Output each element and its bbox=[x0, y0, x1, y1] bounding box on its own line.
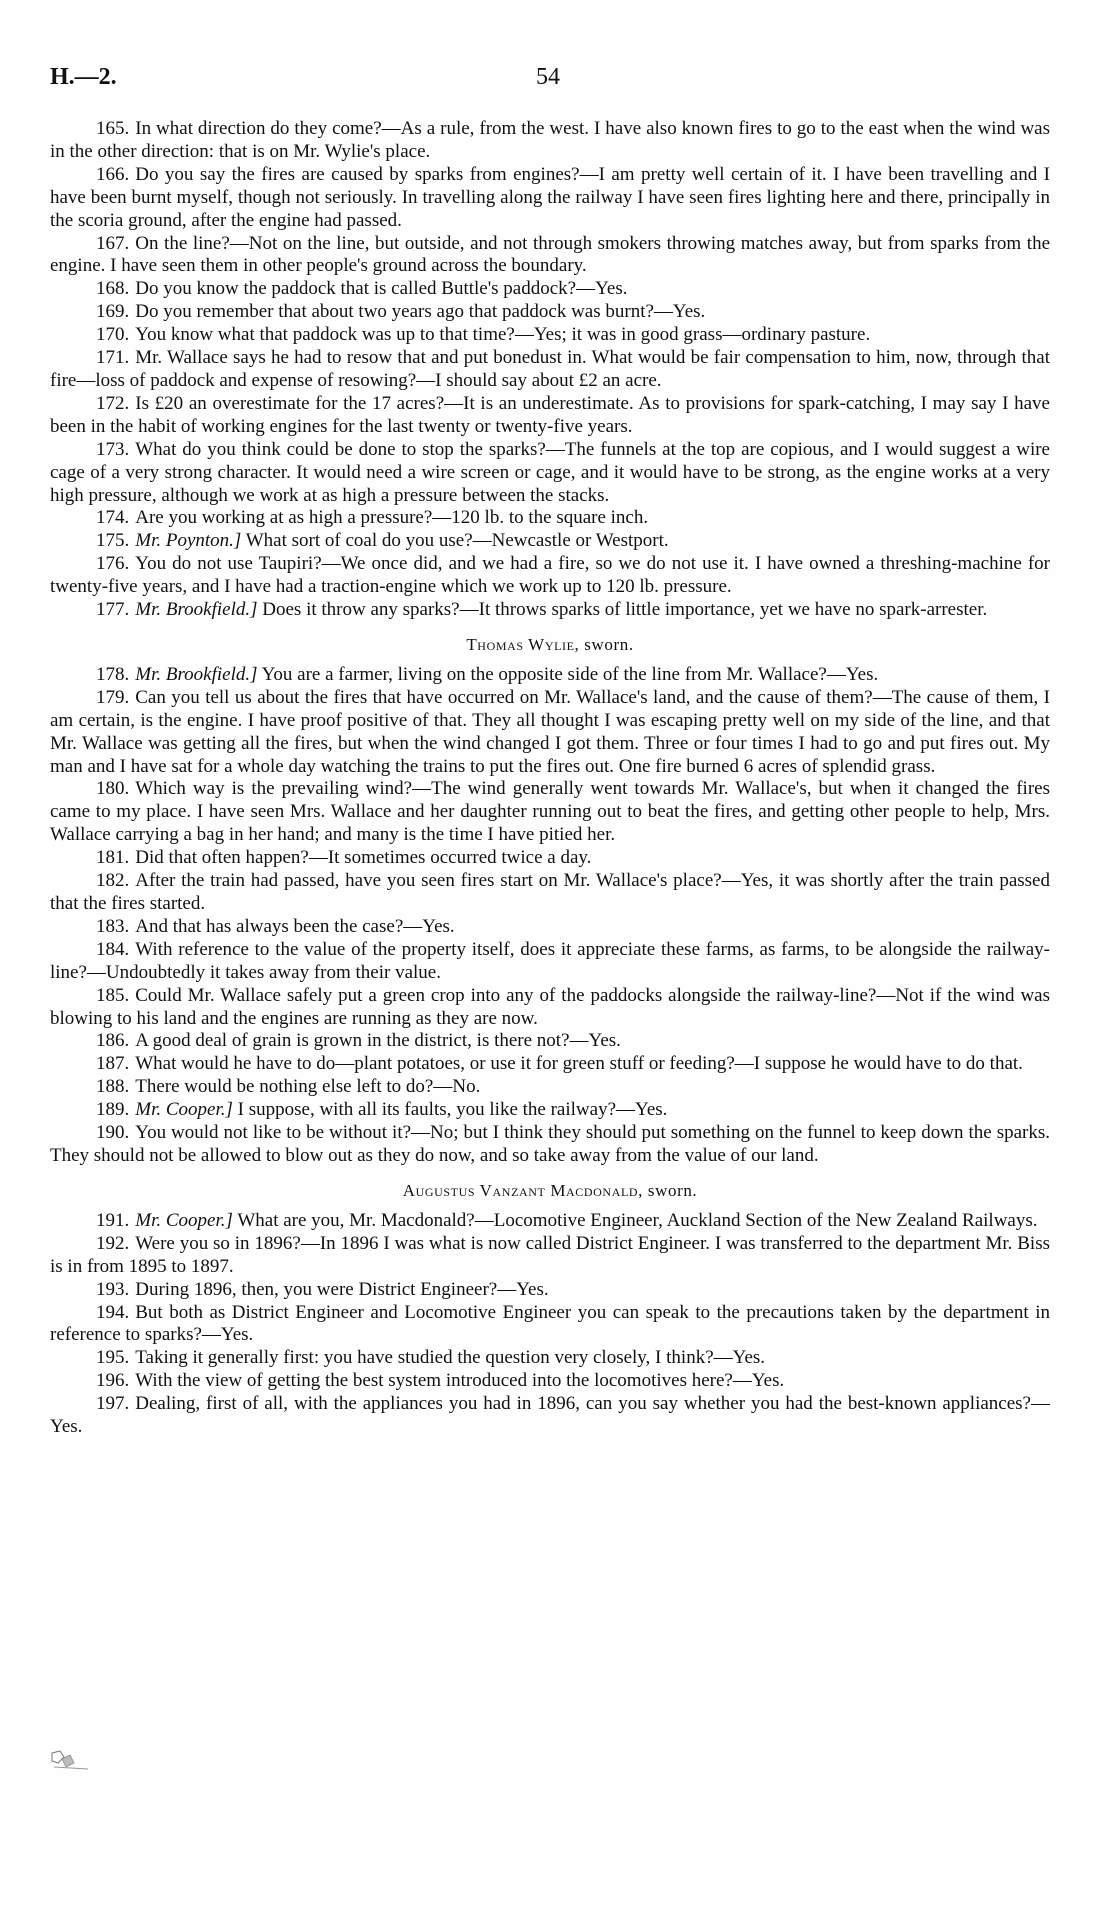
speaker-name: Mr. Cooper.] bbox=[135, 1209, 233, 1231]
testimony-body bbox=[50, 118, 1050, 1439]
question-number: 193. bbox=[96, 1278, 130, 1300]
question-answer-text: Which way is the prevailing wind?—The wind generally went towards Mr. Wallace's, but when it changed the fires came to my place. I have seen Mrs. Wallace and her daughter running out to beat the fires, and getting other people to help, Mrs. Wallace carrying a bag in her hand; and many is the time I have pitied her. bbox=[50, 778, 1050, 846]
question-paragraph bbox=[50, 1347, 1050, 1370]
question-paragraph bbox=[50, 118, 1050, 164]
question-paragraph bbox=[50, 1279, 1050, 1302]
witness-name: Augustus Vanzant Macdonald, bbox=[402, 1180, 644, 1200]
question-answer-text: A good deal of grain is grown in the district, is there not?—Yes. bbox=[135, 1030, 621, 1052]
question-answer-text: What sort of coal do you use?—Newcastle or Westport. bbox=[245, 530, 669, 552]
question-answer-text: Were you so in 1896?—In 1896 I was what is now called District Engineer. I was transferred to the department Mr. Biss is in from 1895 to 1897. bbox=[50, 1232, 1050, 1277]
question-number: 169. bbox=[96, 301, 130, 323]
question-answer-text: Do you say the fires are caused by sparks from engines?—I am pretty well certain of it. I have been travelling and I have been burnt myself, though not seriously. In travelling along the railway I have seen fires lighting here and there, principally in the scoria ground, after the engine had passed. bbox=[50, 163, 1050, 231]
question-number: 192. bbox=[96, 1232, 130, 1254]
question-paragraph bbox=[50, 664, 1050, 687]
question-answer-text: You know what that paddock was up to that time?—Yes; it was in good grass—ordinary pasture. bbox=[135, 324, 871, 346]
question-paragraph bbox=[50, 1076, 1050, 1099]
question-paragraph bbox=[50, 1210, 1050, 1233]
sworn-label: sworn. bbox=[647, 1180, 698, 1200]
question-number: 188. bbox=[96, 1076, 130, 1098]
question-answer-text: I suppose, with all its faults, you like the railway?—Yes. bbox=[237, 1099, 668, 1121]
question-answer-text: And that has always been the case?—Yes. bbox=[135, 915, 455, 937]
question-number: 165. bbox=[96, 118, 130, 139]
question-answer-text: With the view of getting the best system introduced into the locomotives here?—Yes. bbox=[135, 1370, 785, 1392]
question-paragraph bbox=[50, 985, 1050, 1031]
margin-smudge-mark bbox=[48, 1745, 92, 1775]
question-number: 187. bbox=[96, 1053, 130, 1075]
question-paragraph bbox=[50, 1233, 1050, 1279]
question-paragraph bbox=[50, 393, 1050, 439]
question-number: 176. bbox=[96, 553, 130, 575]
question-answer-text: What would he have to do—plant potatoes, or use it for green stuff or feeding?—I suppose he would have to do that. bbox=[135, 1053, 1023, 1075]
question-paragraph bbox=[50, 301, 1050, 324]
question-answer-text: With reference to the value of the property itself, does it appreciate these farms, as farms, to be alongside the railway-line?—Undoubtedly it takes away from their value. bbox=[50, 938, 1050, 983]
question-number: 183. bbox=[96, 915, 130, 937]
witness-heading bbox=[50, 634, 1050, 656]
question-paragraph bbox=[50, 507, 1050, 530]
witness-heading bbox=[50, 1180, 1050, 1202]
question-paragraph bbox=[50, 1099, 1050, 1122]
question-paragraph bbox=[50, 1122, 1050, 1168]
question-number: 172. bbox=[96, 392, 130, 414]
question-answer-text: Do you remember that about two years ago that paddock was burnt?—Yes. bbox=[135, 301, 706, 323]
question-number: 190. bbox=[96, 1122, 130, 1144]
question-number: 185. bbox=[96, 984, 130, 1006]
question-paragraph bbox=[50, 233, 1050, 279]
question-answer-text: You would not like to be without it?—No; but I think they should put something on the funnel to keep down the sparks. They should not be allowed to blow out as they do now, and so take away from the value of our land. bbox=[50, 1122, 1050, 1166]
speaker-name: Mr. Poynton.] bbox=[135, 530, 242, 552]
question-number: 184. bbox=[96, 938, 130, 960]
question-paragraph bbox=[50, 599, 1050, 622]
question-answer-text: On the line?—Not on the line, but outside, and not through smokers throwing matches away, but from sparks from the engine. I have seen them in other people's ground across the boundary. bbox=[50, 232, 1050, 277]
question-answer-text: Is £20 an overestimate for the 17 acres?—It is an underestimate. As to provisions for spark-catching, I may say I have been in the habit of working engines for the last twenty or twenty-five years. bbox=[50, 392, 1050, 437]
question-answer-text: What are you, Mr. Macdonald?—Locomotive Engineer, Auckland Section of the New Zealand Railways. bbox=[237, 1209, 1038, 1231]
page-header bbox=[50, 64, 1050, 98]
question-number: 182. bbox=[96, 870, 130, 892]
question-answer-text: In what direction do they come?—As a rule, from the west. I have also known fires to go to the east when the wind was in the other direction: that is on Mr. Wylie's place. bbox=[50, 118, 1050, 162]
question-number: 173. bbox=[96, 438, 130, 460]
question-answer-text: But both as District Engineer and Locomotive Engineer you can speak to the precautions taken by the department in reference to sparks?—Yes. bbox=[50, 1301, 1050, 1346]
question-number: 189. bbox=[96, 1099, 130, 1121]
question-paragraph bbox=[50, 1030, 1050, 1053]
question-paragraph bbox=[50, 847, 1050, 870]
question-answer-text: Can you tell us about the fires that have occurred on Mr. Wallace's land, and the cause of them?—The cause of them, I am certain, is the engine. I have proof positive of that. They all thought I was escaping pretty well on my side of the line, and that Mr. Wallace was getting all the fires, but when the wind changed I got them. Three or four times I had to go and put fires out. My man and I have sat for a whole day watching the trains to put the fires out. One fire burned 6 acres of splendid grass. bbox=[50, 686, 1050, 777]
question-number: 170. bbox=[96, 324, 130, 346]
question-number: 180. bbox=[96, 778, 130, 800]
question-paragraph bbox=[50, 1302, 1050, 1348]
parliamentary-paper-reference: H.—2. bbox=[50, 64, 117, 90]
question-number: 174. bbox=[96, 507, 130, 529]
question-paragraph bbox=[50, 439, 1050, 508]
question-paragraph bbox=[50, 347, 1050, 393]
question-answer-text: You are a farmer, living on the opposite side of the line from Mr. Wallace?—Yes. bbox=[261, 663, 879, 685]
question-number: 181. bbox=[96, 847, 130, 869]
question-paragraph bbox=[50, 530, 1050, 553]
sworn-label: sworn. bbox=[584, 634, 634, 654]
question-number: 194. bbox=[96, 1301, 130, 1323]
question-answer-text: Do you know the paddock that is called Buttle's paddock?—Yes. bbox=[135, 278, 628, 300]
question-paragraph bbox=[50, 553, 1050, 599]
question-paragraph bbox=[50, 324, 1050, 347]
question-paragraph bbox=[50, 278, 1050, 301]
question-paragraph bbox=[50, 1393, 1050, 1439]
page-number: 54 bbox=[536, 64, 560, 90]
question-answer-text: During 1896, then, you were District Engineer?—Yes. bbox=[135, 1278, 549, 1300]
question-answer-text: Could Mr. Wallace safely put a green crop into any of the paddocks alongside the railway-line?—Not if the wind was blowing to his land and the engines are running as they are now. bbox=[50, 984, 1050, 1029]
question-number: 166. bbox=[96, 163, 130, 185]
question-paragraph bbox=[50, 1053, 1050, 1076]
question-paragraph bbox=[50, 916, 1050, 939]
question-number: 171. bbox=[96, 347, 130, 369]
question-answer-text: There would be nothing else left to do?—No. bbox=[135, 1076, 481, 1098]
speaker-name: Mr. Cooper.] bbox=[135, 1099, 233, 1121]
question-paragraph bbox=[50, 939, 1050, 985]
question-paragraph bbox=[50, 870, 1050, 916]
question-paragraph bbox=[50, 687, 1050, 779]
speaker-name: Mr. Brookfield.] bbox=[135, 599, 258, 621]
speaker-name: Mr. Brookfield.] bbox=[135, 663, 258, 685]
question-answer-text: Are you working at as high a pressure?—120 lb. to the square inch. bbox=[135, 507, 649, 529]
question-answer-text: Taking it generally first: you have studied the question very closely, I think?—Yes. bbox=[135, 1347, 766, 1369]
question-number: 175. bbox=[96, 530, 130, 552]
question-number: 179. bbox=[96, 686, 130, 708]
question-answer-text: Did that often happen?—It sometimes occurred twice a day. bbox=[135, 847, 592, 869]
question-paragraph bbox=[50, 1370, 1050, 1393]
question-number: 178. bbox=[96, 663, 130, 685]
question-number: 177. bbox=[96, 599, 130, 621]
question-number: 168. bbox=[96, 278, 130, 300]
question-number: 167. bbox=[96, 232, 130, 254]
question-answer-text: Does it throw any sparks?—It throws sparks of little importance, yet we have no spark-arrester. bbox=[262, 599, 988, 621]
question-number: 196. bbox=[96, 1370, 130, 1392]
question-answer-text: Mr. Wallace says he had to resow that and put bonedust in. What would be fair compensation to him, now, through that fire—loss of paddock and expense of resowing?—I should say about £2 an acre. bbox=[50, 347, 1050, 391]
question-paragraph bbox=[50, 778, 1050, 847]
question-number: 197. bbox=[96, 1393, 130, 1415]
question-number: 195. bbox=[96, 1347, 130, 1369]
question-number: 191. bbox=[96, 1209, 130, 1231]
question-answer-text: Dealing, first of all, with the appliances you had in 1896, can you say whether you had the best-known appliances?—Yes. bbox=[50, 1393, 1050, 1438]
question-answer-text: What do you think could be done to stop the sparks?—The funnels at the top are copious, and I would suggest a wire cage of a very strong character. It would need a wire screen or cage, and it would have to be strong, as the engine works at a very high pressure, although we work at as high a pressure between the stacks. bbox=[50, 438, 1050, 506]
question-number: 186. bbox=[96, 1030, 130, 1052]
question-answer-text: After the train had passed, have you seen fires start on Mr. Wallace's place?—Yes, it was shortly after the train passed that the fires started. bbox=[50, 870, 1050, 914]
witness-name: Thomas Wylie, bbox=[466, 634, 580, 654]
question-paragraph bbox=[50, 164, 1050, 233]
question-answer-text: You do not use Taupiri?—We once did, and we had a fire, so we do not use it. I have owned a threshing-machine for twenty-five years, and I have had a traction-engine which we work up to 120 lb. pressure. bbox=[50, 553, 1050, 598]
